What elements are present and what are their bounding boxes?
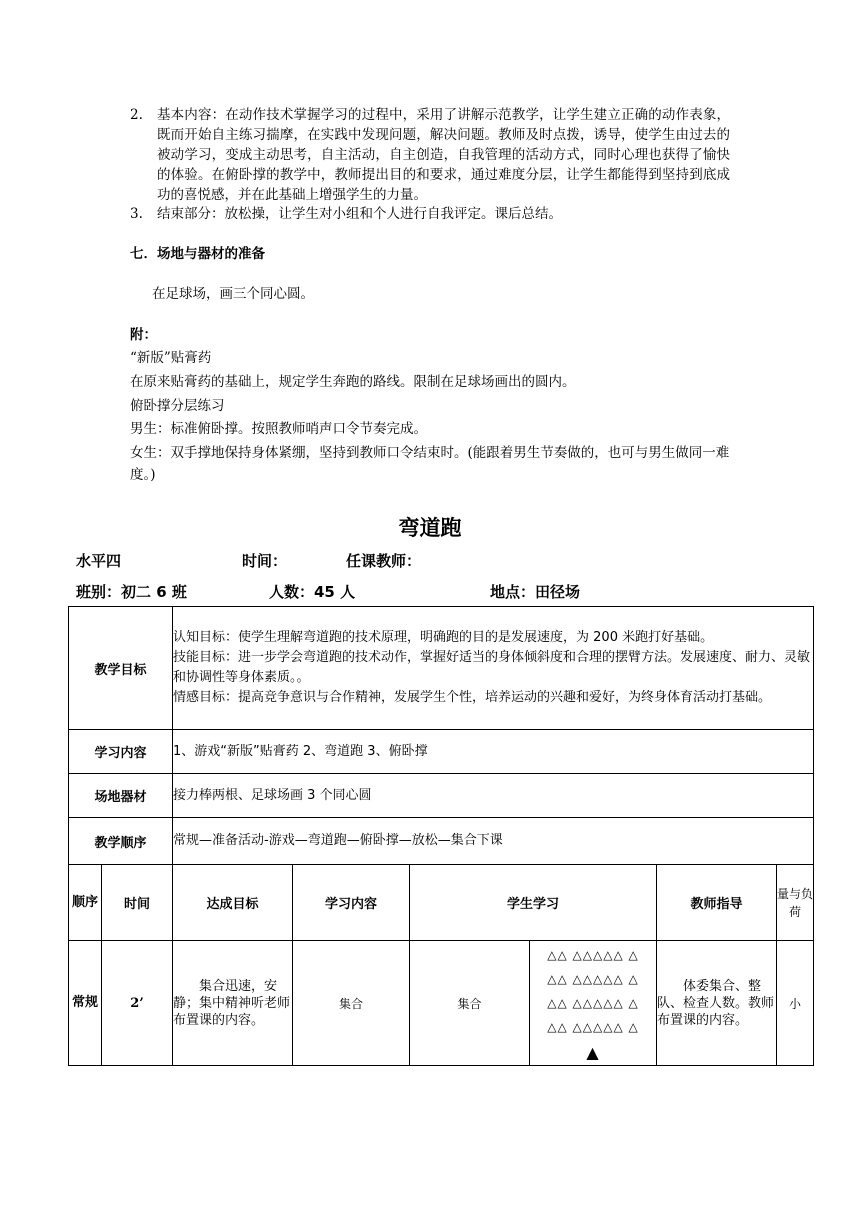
place-label: 地点：田径场 bbox=[490, 583, 581, 601]
row-seq: 常规 bbox=[69, 941, 102, 1066]
table-row bbox=[69, 607, 814, 730]
row-teacher: 体委集合、整队、检查人数。教师布置课的内容。 bbox=[657, 941, 777, 1066]
appendix-heading: 附： bbox=[130, 327, 157, 343]
goals-cell bbox=[173, 607, 814, 730]
row-goal: 集合迅速，安静；集中精神听老师布置课的内容。 bbox=[173, 941, 293, 1066]
row-student: 集合 bbox=[410, 941, 530, 1066]
table-row bbox=[69, 774, 814, 818]
formation-row: △△ △△△△△ △ bbox=[547, 996, 639, 1010]
section-heading: 七．场地与器材的准备 bbox=[130, 246, 265, 262]
col-header-goal: 达成目标 bbox=[173, 865, 293, 941]
row-load: 小 bbox=[777, 941, 814, 1066]
list-number: 3. bbox=[130, 206, 143, 222]
teacher-position-icon: ▲ bbox=[586, 1043, 600, 1062]
list-item-ending bbox=[130, 204, 730, 224]
lesson-plan-table bbox=[68, 606, 814, 1066]
row-formation bbox=[530, 941, 657, 1066]
page-title: 弯道跑 bbox=[398, 516, 462, 540]
list-text: 结束部分：放松操，让学生对小组和个人进行自我评定。课后总结。 bbox=[157, 206, 562, 222]
equipment-label: 场地器材 bbox=[69, 774, 173, 818]
formation-row: △△ △△△△△ △ bbox=[547, 972, 639, 986]
appendix-line: 俯卧撑分层练习 bbox=[130, 398, 225, 414]
equipment-value: 接力棒两根、足球场画 3 个同心圆 bbox=[173, 774, 814, 818]
table-row bbox=[69, 818, 814, 865]
goal-cognitive: 认知目标：使学生理解弯道跑的技术原理，明确跑的目的是发展速度，为 200 米跑打好基础。 bbox=[173, 630, 714, 645]
level-label: 水平四 bbox=[76, 552, 122, 570]
goals-label: 教学目标 bbox=[69, 607, 173, 730]
col-header-time: 时间 bbox=[102, 865, 173, 941]
list-item-basic-content bbox=[130, 105, 730, 205]
section-body: 在足球场，画三个同心圆。 bbox=[152, 286, 314, 302]
row-content: 集合 bbox=[293, 941, 410, 1066]
appendix-line: 在原来贴膏药的基础上，规定学生奔跑的路线。限制在足球场画出的圆内。 bbox=[130, 374, 576, 390]
formation-diagram bbox=[530, 943, 656, 1065]
list-number: 2. bbox=[130, 107, 143, 123]
time-label: 时间： bbox=[242, 552, 288, 570]
table-row bbox=[69, 941, 814, 1066]
col-header-seq: 顺序 bbox=[69, 865, 102, 941]
content-value: 1、游戏“新版”贴膏药 2、弯道跑 3、俯卧撑 bbox=[173, 730, 814, 774]
col-header-content: 学习内容 bbox=[293, 865, 410, 941]
order-label: 教学顺序 bbox=[69, 818, 173, 865]
goal-skill: 技能目标：进一步学会弯道跑的技术动作，掌握好适当的身体倾斜度和合理的摆臂方法。发展速度、耐力、灵敏和协调性等身体素质。。 bbox=[173, 650, 811, 685]
teacher-label: 任课教师： bbox=[346, 552, 422, 570]
col-header-load: 量与负荷 bbox=[777, 865, 814, 941]
appendix-line: 女生：双手撑地保持身体紧绷，坚持到教师口令结束时。(能跟着男生节奏做的，也可与男生做同一难度。) bbox=[130, 445, 730, 483]
class-label: 班别：初二 6 班 bbox=[76, 583, 187, 601]
goal-emotional: 情感目标：提高竞争意识与合作精神，发展学生个性，培养运动的兴趣和爱好，为终身体育活动打基础。 bbox=[173, 690, 772, 705]
order-value: 常规—准备活动-游戏—弯道跑—俯卧撑—放松—集合下课 bbox=[173, 818, 814, 865]
appendix-line: “新版”贴膏药 bbox=[130, 350, 212, 366]
row-time: 2’ bbox=[102, 941, 173, 1066]
formation-row: △△ △△△△△ △ bbox=[547, 948, 639, 962]
content-label: 学习内容 bbox=[69, 730, 173, 774]
appendix-line: 男生：标准俯卧撑。按照教师哨声口令节奏完成。 bbox=[130, 421, 427, 437]
table-header-row bbox=[69, 865, 814, 941]
col-header-student: 学生学习 bbox=[410, 865, 657, 941]
formation-row: △△ △△△△△ △ bbox=[547, 1020, 639, 1034]
col-header-teacher: 教师指导 bbox=[657, 865, 777, 941]
count-label: 人数：45 人 bbox=[269, 583, 356, 601]
table-row bbox=[69, 730, 814, 774]
list-text: 基本内容：在动作技术掌握学习的过程中，采用了讲解示范教学，让学生建立正确的动作表象，既而开始自主练习揣摩，在实践中发现问题，解决问题。教师及时点拨，诱导，使学生由过去的被动学习，变成主动思考，自主活动，自主创造，自我管理的活动方式，同时心理也获得了愉快的体验。在俯卧撑的教学中，教师提出目的和要求，通过难度分层，让学生都能得到坚持到底成功的喜悦感，并在此基础上增强学生的力量。 bbox=[157, 107, 730, 203]
